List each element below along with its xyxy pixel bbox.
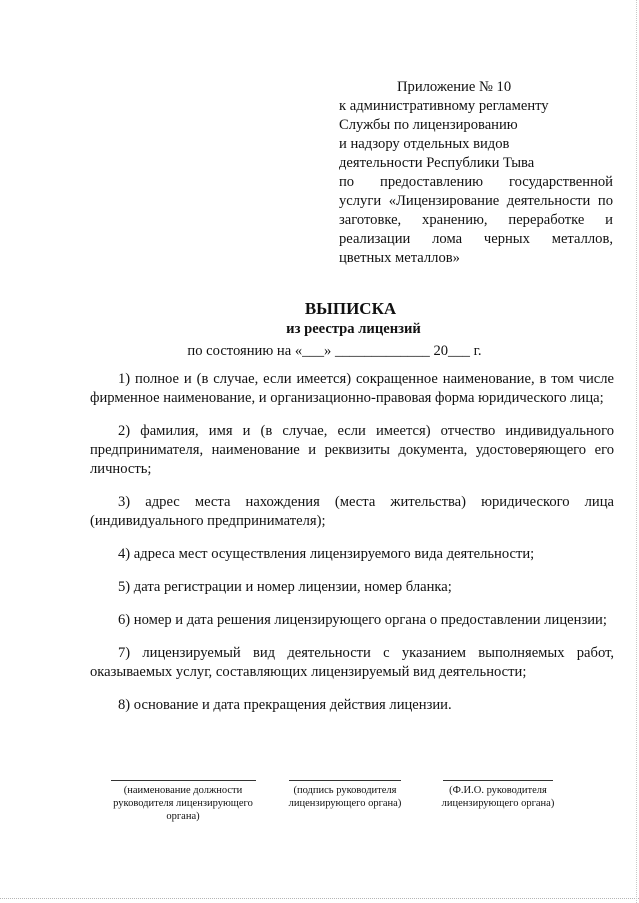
appendix-line: по предоставлению государственной [339, 174, 613, 190]
signature-position-field [104, 780, 262, 823]
appendix-line: Службы по лицензированию [339, 117, 518, 133]
appendix-line: и надзору отдельных видов [339, 136, 510, 152]
list-item: 5) дата регистрации и номер лицензии, номер бланка; [118, 579, 452, 595]
signature-sign-field [281, 780, 409, 810]
list-item: 8) основание и дата прекращения действия лицензии. [118, 697, 452, 713]
appendix-number: Приложение № 10 [397, 79, 512, 95]
appendix-line: реализации лома черных металлов, [339, 231, 613, 247]
signature-name-field [435, 780, 561, 810]
items-list [90, 370, 614, 715]
signature-line [443, 780, 553, 781]
signature-line [289, 780, 401, 781]
signature-name-caption: (Ф.И.О. руководителя лицензирующего органа) [441, 785, 555, 809]
scan-edge-right [636, 0, 637, 903]
appendix-line: заготовке, хранению, переработке и [339, 212, 613, 228]
document-header [0, 298, 639, 362]
list-item: 4) адреса мест осуществления лицензируемого вида деятельности; [118, 546, 535, 562]
document-title: ВЫПИСКА [304, 299, 397, 318]
signature-position-caption: (наименование должности руководителя лицензирующего органа) [113, 785, 253, 822]
as-of-date-line: по состоянию на «___» _____________ 20___ г. [187, 343, 482, 359]
appendix-block [339, 78, 613, 268]
scan-edge-bottom [0, 898, 639, 899]
appendix-line: услуги «Лицензирование деятельности по [339, 193, 613, 209]
list-item: 3) адрес места нахождения (места жительства) юридического лица (индивидуального предпринимателя); [90, 494, 614, 529]
appendix-line: деятельности Республики Тыва [339, 155, 535, 171]
list-item: 7) лицензируемый вид деятельности с указанием выполняемых работ, оказываемых услуг, составляющих лицензируемый вид деятельности; [90, 645, 614, 680]
signature-sign-caption: (подпись руководителя лицензирующего органа) [288, 785, 402, 809]
list-item: 6) номер и дата решения лицензирующего органа о предоставлении лицензии; [118, 612, 607, 628]
appendix-line: к административному регламенту [339, 98, 549, 114]
appendix-line: цветных металлов» [339, 250, 460, 266]
document-subtitle: из реестра лицензий [286, 321, 421, 337]
signature-line [111, 780, 256, 781]
list-item: 2) фамилия, имя и (в случае, если имеется) отчество индивидуального предпринимателя, наименование и реквизиты документа, удостоверяющего его личность; [90, 423, 614, 477]
list-item: 1) полное и (в случае, если имеется) сокращенное наименование, в том числе фирменное наименование, и организационно-правовая форма юридического лица; [90, 371, 614, 406]
